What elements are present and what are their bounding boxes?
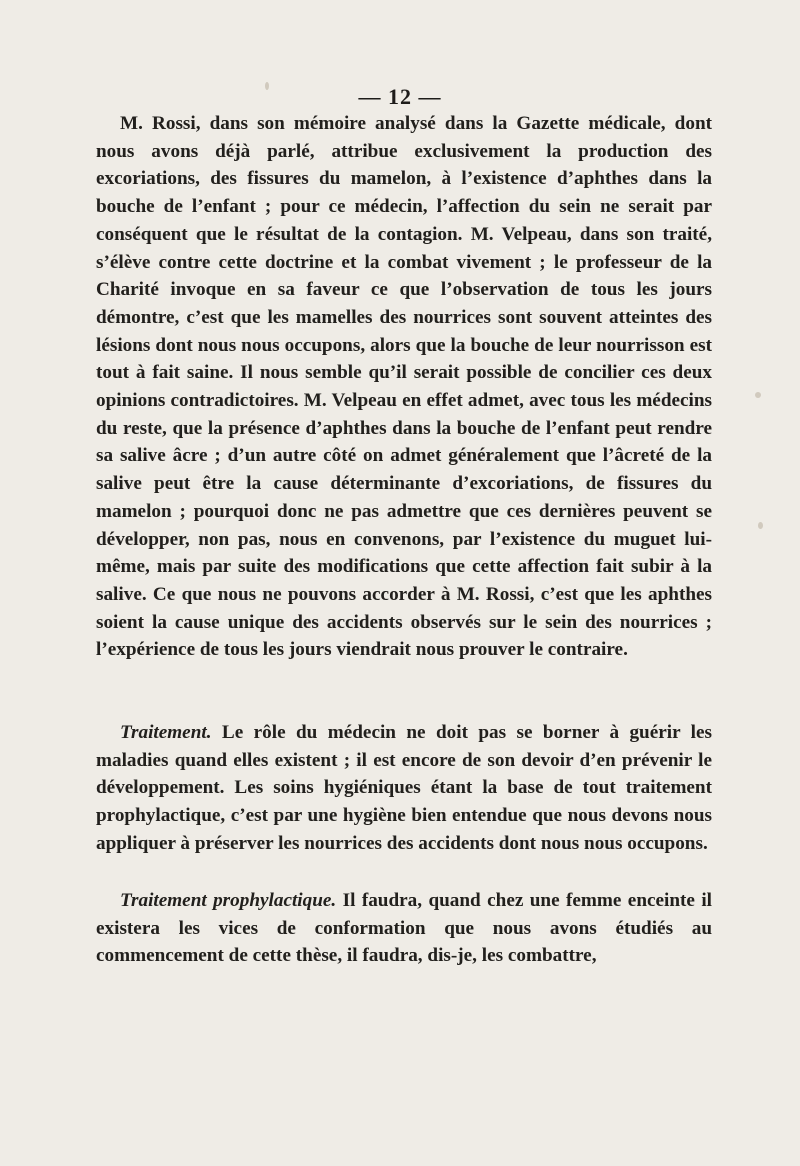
paragraph-2-lead: Traitement. <box>120 722 212 743</box>
paragraph-3-lead: Traitement prophylactique. <box>120 890 337 911</box>
paragraph-1 <box>96 110 712 664</box>
paper-stain <box>758 522 763 529</box>
paragraph-3-text: Il faudra, quand chez une femme enceinte il existera les vices de conformation que nous avons étudiés au commencement de cette thèse, il faudra, dis-je, les combattre, <box>96 890 712 967</box>
paper-stain <box>265 82 269 90</box>
paragraph-2 <box>96 719 712 858</box>
paragraph-1-text: M. Rossi, dans son mémoire analysé dans la Gazette médicale, dont nous avons déjà parlé, attribue exclusivement la production des excoriations, des fissures du mamelon, à l’existence d’aphthes dans la bouche de l’enfant ; pour ce médecin, l’affection du sein ne serait par conséquent que le résultat de la contagion. M. Velpeau, dans son traité, s’élève contre cette doctrine et la combat vivement ; le professeur de la Charité invoque en sa faveur ce que l’observation de tous les jours démontre, c’est que les mamelles des nourrices sont souvent atteintes des lésions dont nous nous occupons, alors que la bouche de leur nourrisson est tout à fait saine. Il nous semble qu’il serait possible de concilier ces deux opinions contradictoires. M. Velpeau en effet admet, avec tous les médecins du reste, que la présence d’aphthes dans la bouche de l’enfant peut rendre sa salive âcre ; d’un autre côté on admet généralement que l’âcreté de la salive peut être la cause déterminante d’excoriations, de fissures du mamelon ; pourquoi donc ne pas admettre que ces dernières peuvent se développer, non pas, nous en convenons, par l’existence du muguet lui-même, mais par suite des modifications que cette affection fait subir à la salive. Ce que nous ne pouvons accorder à M. Rossi, c’est que les aphthes soient la cause unique des accidents observés sur le sein des nourrices ; l’expérience de tous les jours viendrait nous prouver le contraire. <box>96 113 712 661</box>
page-number: — 12 — <box>358 84 442 109</box>
paragraph-3 <box>96 887 712 970</box>
paper-stain <box>755 392 761 398</box>
paragraph-2-text: Le rôle du médecin ne doit pas se borner à guérir les maladies quand elles existent ; il est encore de son devoir d’en prévenir le développement. Les soins hygiéniques étant la base de tout traitement prophylactique, c’est par une hygiène bien entendue que nous devons nous appliquer à préserver les nourrices des accidents dont nous nous occupons. <box>96 722 712 854</box>
